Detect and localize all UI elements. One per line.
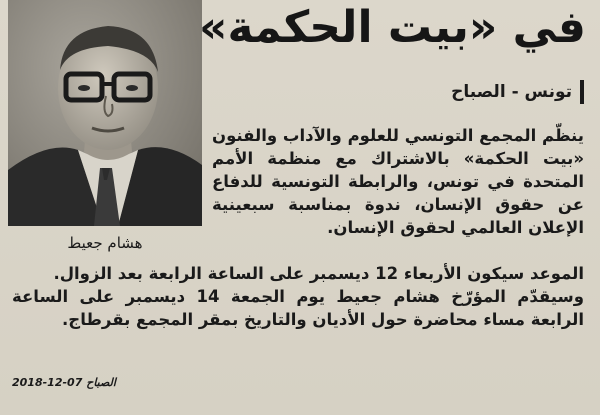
photo-caption: هشام جعيط [67,234,143,252]
article-body-narrow [212,124,584,239]
footer-source: الصباح [86,376,116,389]
article-paragraph-2: الموعد سيكون الأربعاء 12 ديسمبر على الساعة الرابعة بعد الزوال. [53,264,584,283]
byline-text: تونس - الصباح [451,82,572,102]
source-footer [12,376,116,394]
footer-date: 2018-12-07 [12,376,83,389]
article-paragraph-3: وسيقدّم المؤرّخ هشام جعيط يوم الجمعة 14 ديسمبر على الساعة الرابعة مساء محاضرة حول الأديان والتاريخ بمقر المجمع بقرطاج. [12,287,585,329]
article-body-wide [12,262,584,331]
byline [451,78,584,106]
article-paragraph-1: ينظّم المجمع التونسي للعلوم والآداب والفنون «بيت الحكمة» بالاشتراك مع منظمة الأمم المتحدة في تونس، والرابطة التونسية للدفاع عن حقوق الإنسان، ندوة بمناسبة سبعينية الإعلان العالمي لحقوق الإنسان. [212,126,584,237]
portrait-photo [8,0,202,226]
byline-bar [580,80,584,104]
headline: في «بيت الحكمة» [199,2,586,53]
